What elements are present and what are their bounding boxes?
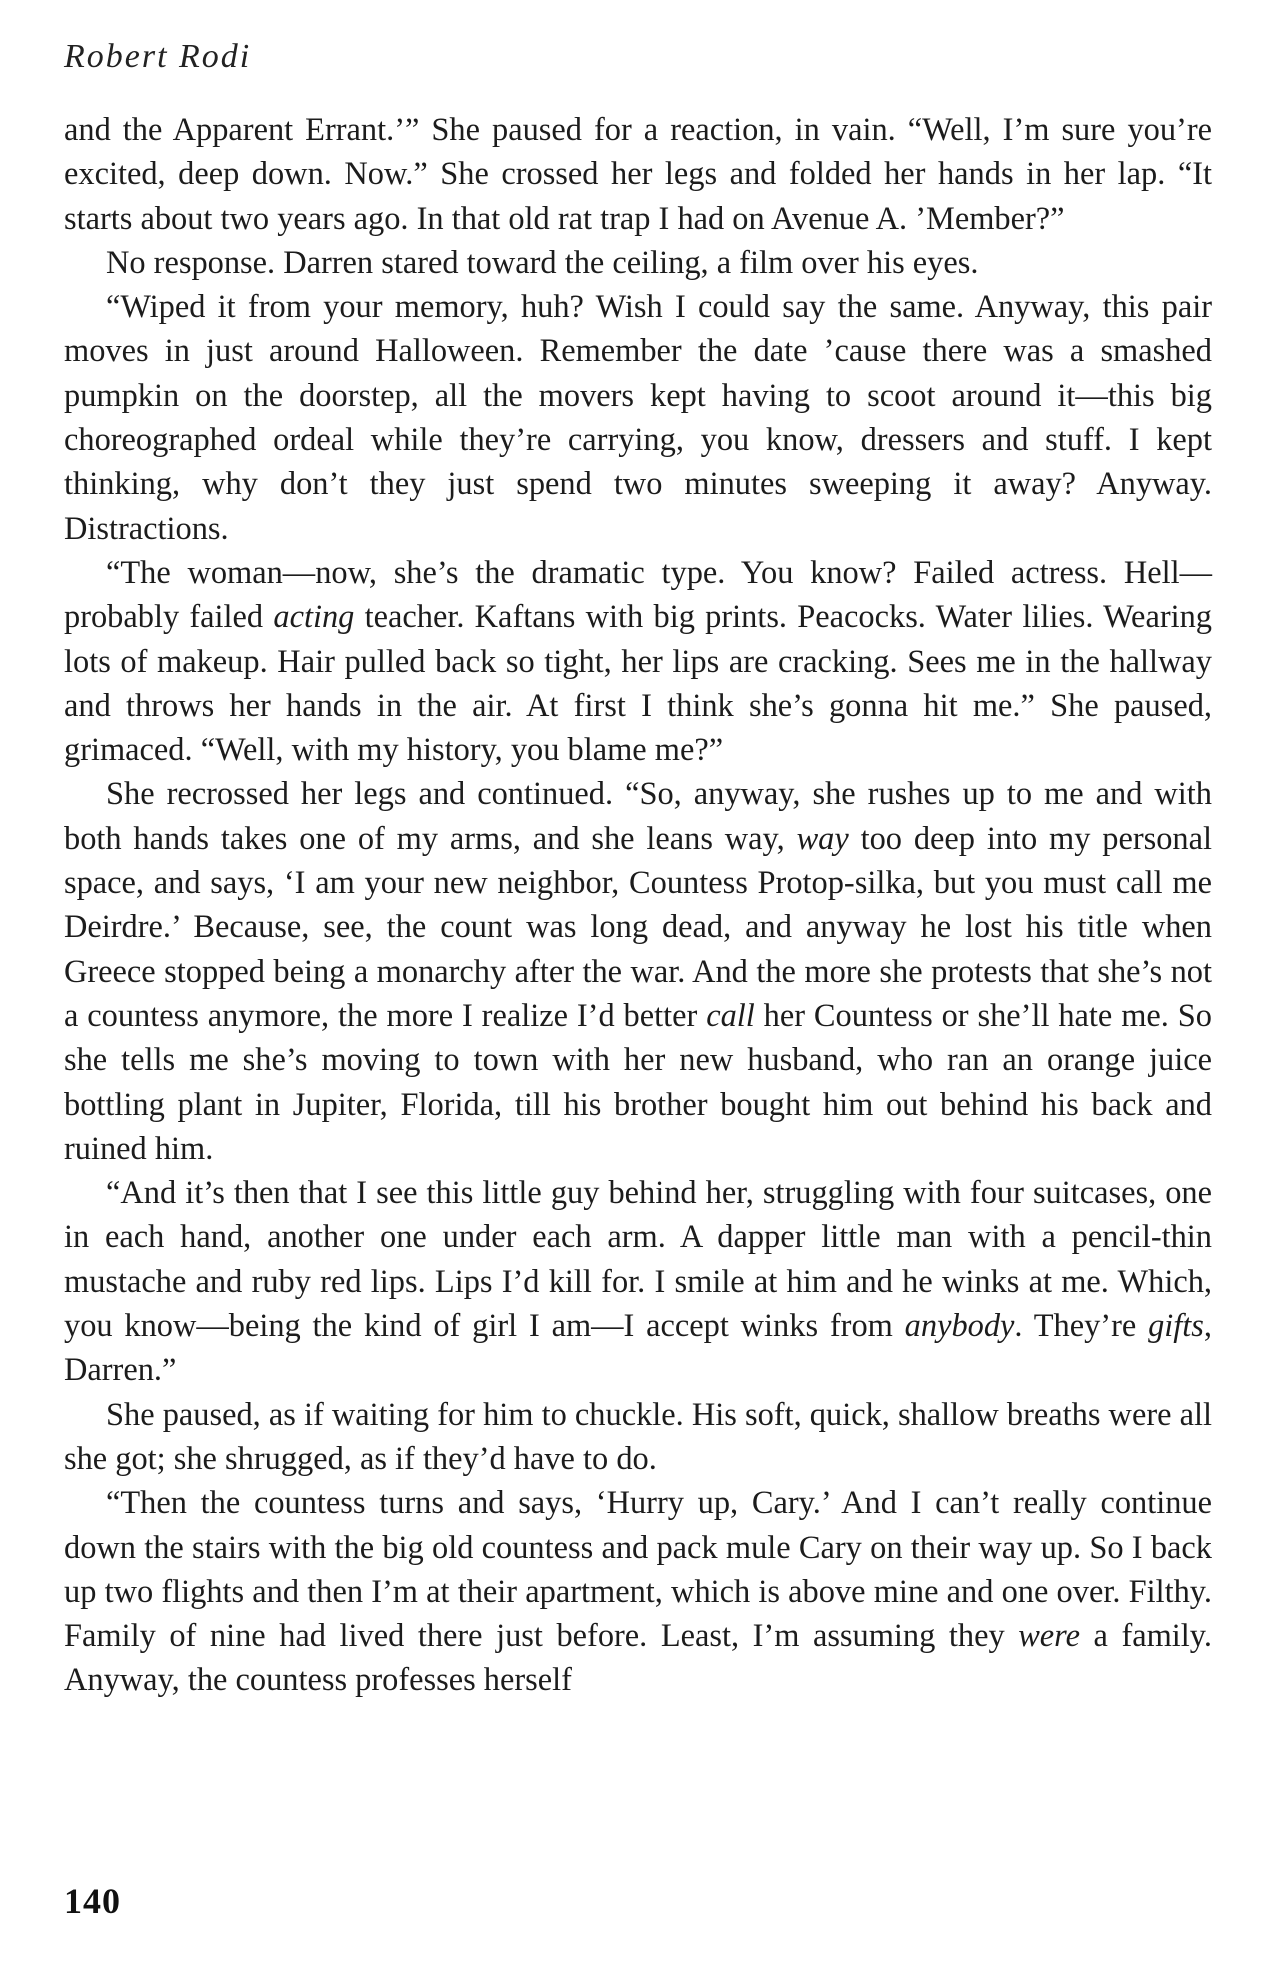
text-run: teacher. Kaftans with big prints. Peacocks. Water lilies. Wearing lots of makeup. Hair pulled back so tight, her lips are cracking. Sees me in the hallway and throws her hands in the air. At first I think she’s gonna hit me.” She paused, grimaced. “Well, with my history, you blame me?” (64, 599, 1212, 769)
italic-emphasis: acting (273, 599, 355, 636)
text-run: too deep into my personal space, and says, ‘I am your new neighbor, Countess Protop-silka, but you must call me Deirdre.’ Because, see, the count was long dead, and anyway he lost his title when Greece stopped being a monarchy after the war. And the more she protests that she’s not a countess anymore, the more I realize I’d better (64, 820, 1212, 1034)
paragraph-7 (64, 1393, 1212, 1482)
italic-emphasis: anybody (904, 1308, 1015, 1345)
page-number: 140 (64, 1881, 121, 1921)
text-run: “And it’s then that I see this little guy behind her, struggling with four suitcases, one in each hand, another one under each arm. A dapper little man with a pencil-thin mustache and ruby red lips. Lips I’d kill for. I smile at him and he winks at me. Which, you know—being the kind of girl I am—I accept winks from (64, 1175, 1212, 1345)
text-run: She paused, as if waiting for him to chuckle. His soft, quick, shallow breaths were all she got; she shrugged, as if they’d have to do. (64, 1396, 1212, 1477)
running-head-author: Robert Rodi (64, 38, 252, 75)
text-run: , Darren.” (64, 1308, 1212, 1389)
text-run: . They’re (1014, 1308, 1149, 1345)
paragraph-5 (64, 772, 1212, 1171)
paragraph-6 (64, 1171, 1212, 1392)
text-run: a family. Anyway, the countess professes herself (64, 1618, 1212, 1699)
text-run: No response. Darren stared toward the ceiling, a film over his eyes. (106, 244, 979, 281)
italic-emphasis: call (706, 997, 755, 1034)
paragraph-1 (64, 108, 1212, 241)
text-run: and the Apparent Errant.’” She paused for a reaction, in vain. “Well, I’m sure you’re excited, deep down. Now.” She crossed her legs and folded her hands in her lap. “It starts about two years ago. In that old rat trap I had on Avenue A. ’Member?” (64, 112, 1212, 237)
text-run: her Countess or she’ll hate me. So she tells me she’s moving to town with her new husband, who ran an orange juice bottling plant in Jupiter, Florida, till his brother bought him out behind his back and ruined him. (64, 997, 1212, 1167)
italic-emphasis: gifts (1148, 1308, 1204, 1345)
paragraph-2 (64, 241, 1212, 285)
body-text (64, 108, 1212, 1703)
text-run: “Then the countess turns and says, ‘Hurry up, Cary.’ And I can’t really continue down the stairs with the big old countess and pack mule Cary on their way up. So I back up two flights and then I’m at their apartment, which is above mine and one over. Filthy. Family of nine had lived there just before. Least, I’m assuming they (64, 1485, 1212, 1655)
paragraph-8 (64, 1481, 1212, 1702)
text-run: She recrossed her legs and continued. “So, anyway, she rushes up to me and with both hands takes one of my arms, and she leans way, (64, 776, 1212, 857)
italic-emphasis: were (1018, 1618, 1080, 1655)
paragraph-4 (64, 551, 1212, 772)
text-run: “Wiped it from your memory, huh? Wish I could say the same. Anyway, this pair moves in just around Halloween. Remember the date ’cause there was a smashed pumpkin on the doorstep, all the movers kept having to scoot around it—this big choreographed ordeal while they’re carrying, you know, dressers and stuff. I kept thinking, why don’t they just spend two minutes sweeping it away? Anyway. Distractions. (64, 289, 1212, 547)
italic-emphasis: way (796, 820, 849, 857)
text-run: “The woman—now, she’s the dramatic type. You know? Failed actress. Hell—probably failed (64, 554, 1212, 636)
paragraph-3 (64, 285, 1212, 551)
